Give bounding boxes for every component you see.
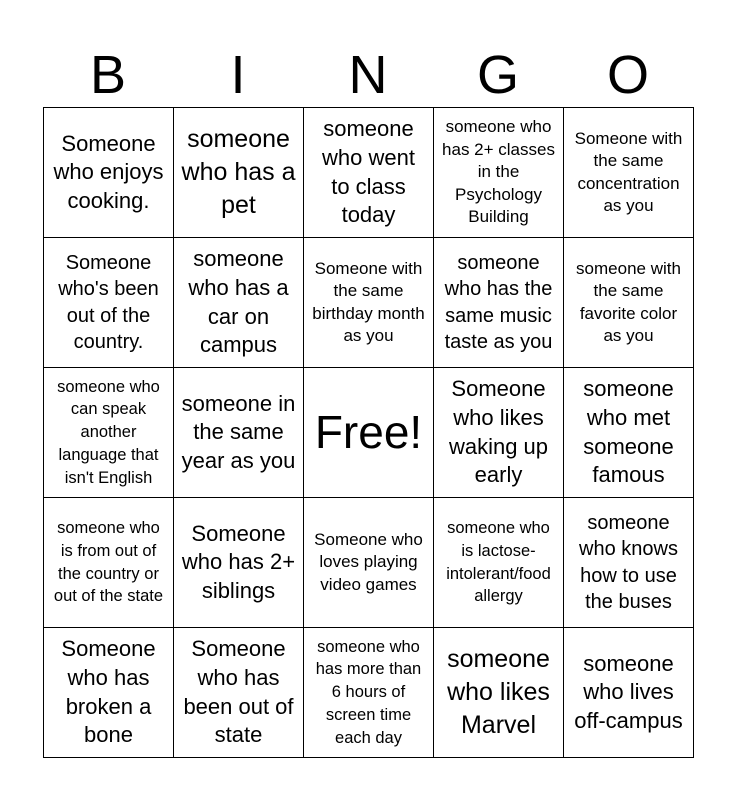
cell-text: someone who met someone famous xyxy=(583,376,674,488)
cell-text: Someone who likes waking up early xyxy=(448,376,549,488)
bingo-cell-r2-c4[interactable] xyxy=(434,238,564,368)
header-letter-b: B xyxy=(89,45,127,105)
bingo-cell-r1-c5[interactable] xyxy=(564,108,694,238)
cell-text: someone who has 2+ classes in the Psychology Building xyxy=(442,117,555,227)
bingo-cell-r2-c5[interactable] xyxy=(564,238,694,368)
bingo-cell-r1-c1[interactable] xyxy=(44,108,174,238)
cell-text: Someone who has 2+ siblings xyxy=(181,520,296,603)
header-letter-o: O xyxy=(606,45,649,105)
bingo-cell-r4-c5[interactable] xyxy=(564,498,694,628)
cell-text: someone who knows how to use the buses xyxy=(579,511,678,613)
cell-text: Someone who has broken a bone xyxy=(61,636,156,748)
bingo-cell-r2-c3[interactable] xyxy=(304,238,434,368)
bingo-cell-r4-c4[interactable] xyxy=(434,498,564,628)
cell-text: Someone who has been out of state xyxy=(183,636,294,748)
cell-text: someone who lives off-campus xyxy=(574,650,683,733)
cell-text: Someone who's been out of the country. xyxy=(58,251,159,353)
bingo-cell-r5-c4[interactable] xyxy=(434,628,564,758)
cell-text: someone who likes Marvel xyxy=(447,645,550,739)
bingo-header xyxy=(43,44,693,106)
bingo-cell-r5-c3[interactable] xyxy=(304,628,434,758)
bingo-cell-r5-c1[interactable] xyxy=(44,628,174,758)
cell-text: someone who has the same music taste as you xyxy=(444,251,553,353)
bingo-cell-r4-c2[interactable] xyxy=(174,498,304,628)
cell-text: Someone with the same birthday month as you xyxy=(312,258,425,345)
bingo-cell-r3-c4[interactable] xyxy=(434,368,564,498)
bingo-cell-r3-c2[interactable] xyxy=(174,368,304,498)
cell-text: someone who has a car on campus xyxy=(188,246,289,358)
header-letter-n: N xyxy=(348,45,388,105)
free-space-label: Free! xyxy=(314,406,423,459)
bingo-cell-r5-c5[interactable] xyxy=(564,628,694,758)
cell-text: someone who is lactose-intolerant/food allergy xyxy=(446,518,551,606)
cell-text: Someone with the same concentration as you xyxy=(574,128,683,215)
cell-text: someone who has a pet xyxy=(181,125,296,219)
cell-text: someone who has more than 6 hours of screen time each day xyxy=(315,637,422,747)
bingo-cell-r1-c3[interactable] xyxy=(304,108,434,238)
bingo-cell-r5-c2[interactable] xyxy=(174,628,304,758)
bingo-cell-r3-c1[interactable] xyxy=(44,368,174,498)
cell-text: Someone who loves playing video games xyxy=(314,529,423,594)
cell-text: someone with the same favorite color as you xyxy=(576,258,681,345)
cell-text: Someone who enjoys cooking. xyxy=(53,130,164,213)
bingo-cell-r1-c4[interactable] xyxy=(434,108,564,238)
bingo-board xyxy=(43,107,694,758)
bingo-cell-r4-c3[interactable] xyxy=(304,498,434,628)
bingo-cell-r2-c2[interactable] xyxy=(174,238,304,368)
bingo-cell-r3-c5[interactable] xyxy=(564,368,694,498)
header-letter-i: I xyxy=(230,45,246,105)
cell-text: someone in the same year as you xyxy=(181,390,296,473)
header-letter-g: G xyxy=(476,45,519,105)
bingo-cell-r2-c1[interactable] xyxy=(44,238,174,368)
bingo-cell-free[interactable] xyxy=(304,368,434,498)
bingo-cell-r4-c1[interactable] xyxy=(44,498,174,628)
cell-text: someone who is from out of the country or out of the state xyxy=(53,518,164,606)
cell-text: someone who can speak another language that isn't English xyxy=(57,377,160,487)
cell-text: someone who went to class today xyxy=(322,116,415,228)
bingo-cell-r1-c2[interactable] xyxy=(174,108,304,238)
